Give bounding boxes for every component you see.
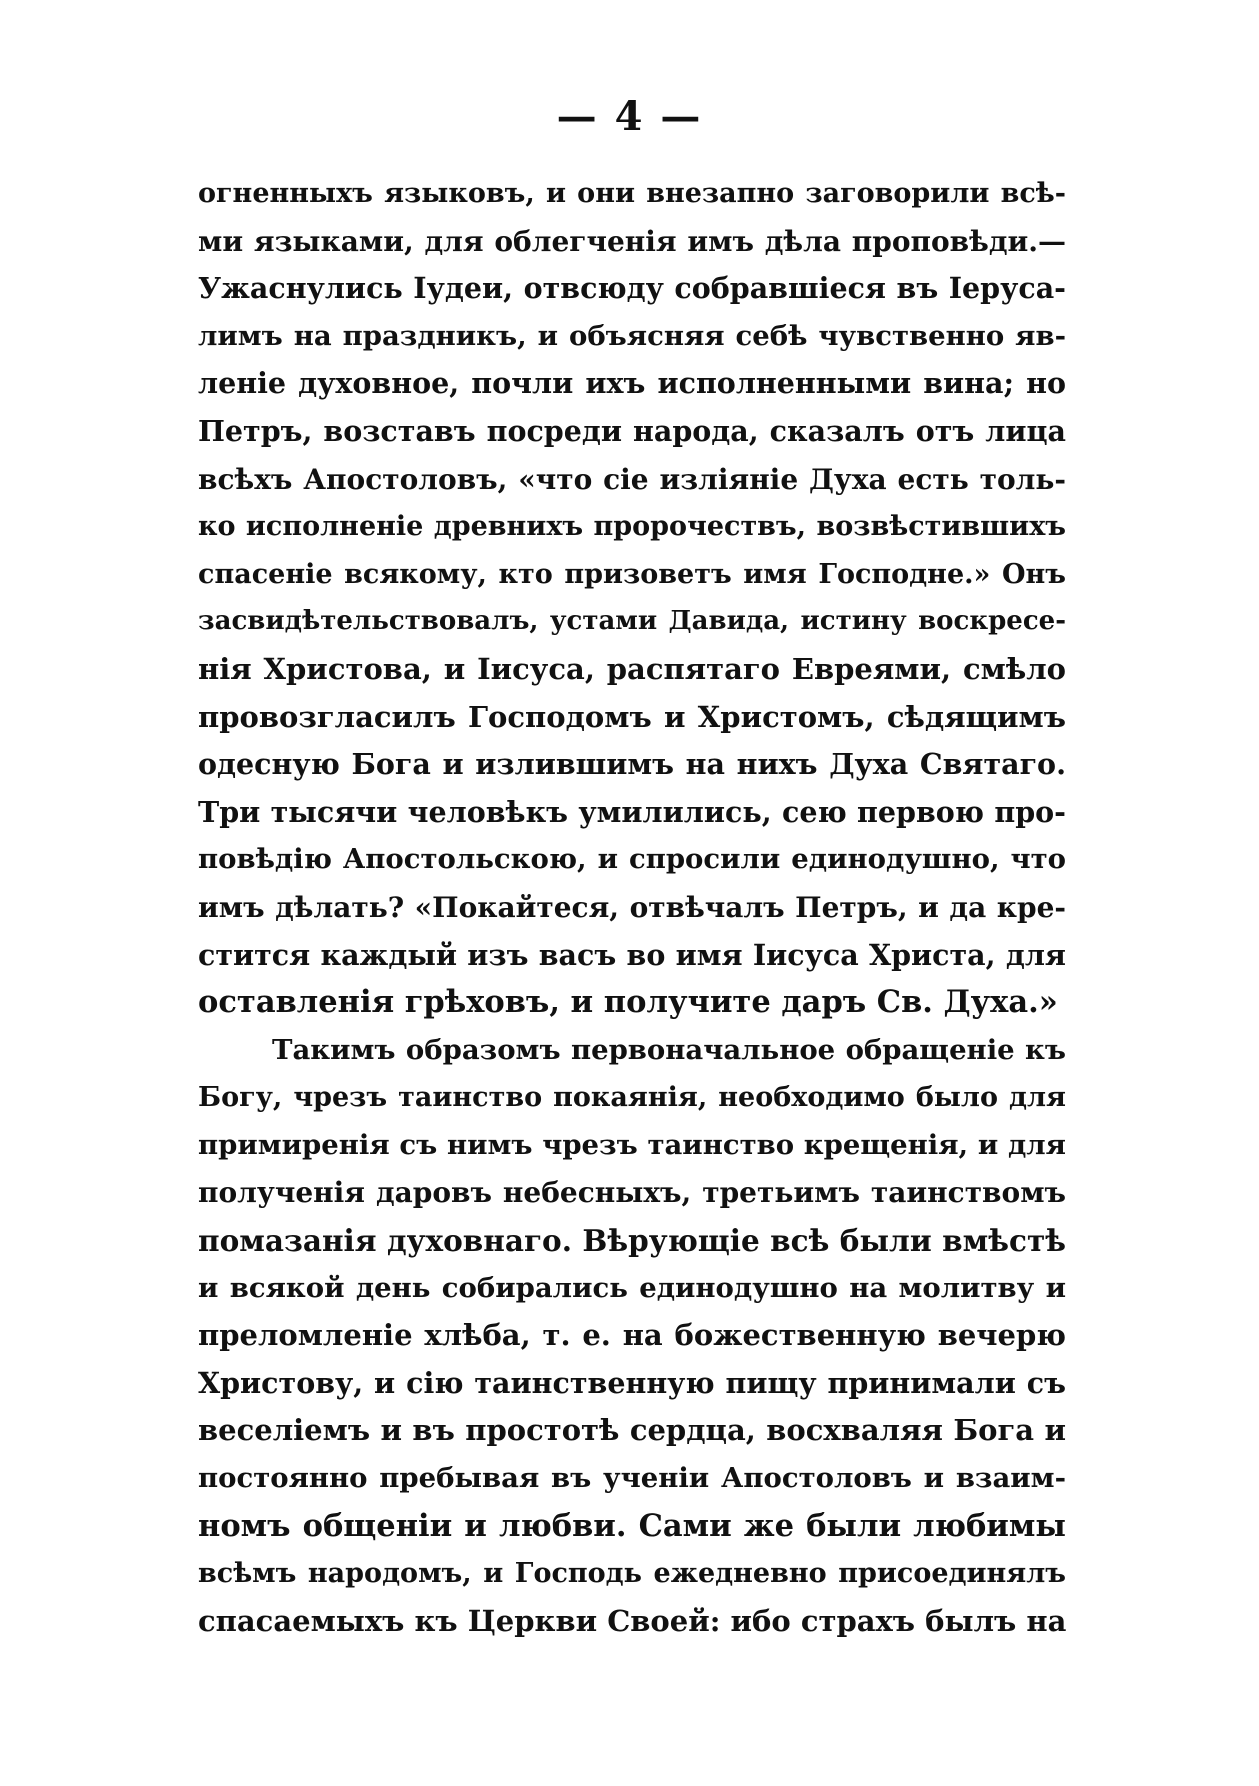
text-line: всѣмъ народомъ, и Господь ежедневно присоединялъ — [198, 1558, 1066, 1590]
text-line: помазанія духовнаго. Вѣрующіе всѣ были вмѣстѣ — [198, 1223, 1066, 1259]
page-number: — 4 — — [556, 93, 703, 140]
text-line: Петръ, возставъ посреди народа, сказалъ отъ лица — [198, 413, 1066, 448]
text-line: ко исполненіе древнихъ пророчествъ, возвѣстившихъ — [198, 511, 1066, 543]
text-line: веселіемъ и въ простотѣ сердца, восхваляя Бога и — [198, 1413, 1066, 1448]
paragraph-end-line: оставленія грѣховъ, и получите даръ Св. Духа.» — [198, 984, 1058, 1021]
text-line: стится каждый изъ васъ во имя Іисуса Христа, для — [198, 937, 1066, 972]
paragraph-first-line: Такимъ образомъ первоначальное обращеніе къ — [272, 1033, 1066, 1066]
text-line: засвидѣтельствовалъ, устами Давида, истину воскресе- — [198, 606, 1066, 637]
text-line: постоянно пребывая въ ученіи Апостоловъ и взаим- — [198, 1462, 1066, 1495]
text-line: номъ общеніи и любви. Сами же были любимы — [198, 1507, 1066, 1544]
text-line: провозгласилъ Господомъ и Христомъ, сѣдящимъ — [198, 699, 1066, 734]
text-line: лимъ на праздникъ, и объясняя себѣ чувственно яв- — [198, 319, 1066, 352]
text-line: примиренія съ нимъ чрезъ таинство крещенія, и для — [198, 1128, 1066, 1161]
text-line: имъ дѣлать? «Покайтеся, отвѣчалъ Петръ, и да кре- — [198, 890, 1066, 924]
text-line: полученія даровъ небесныхъ, третьимъ таинствомъ — [198, 1176, 1066, 1210]
text-line: одесную Бога и излившимъ на нихъ Духа Святаго. — [198, 747, 1066, 782]
text-line: преломленіе хлѣба, т. е. на божественную вечерю — [198, 1318, 1066, 1353]
text-line: и всякой день собирались единодушно на молитву и — [198, 1271, 1066, 1304]
text-line: Ужаснулись Іудеи, отвсюду собравшіеся въ Іеруса- — [198, 271, 1066, 306]
text-line: леніе духовное, почли ихъ исполненными вина; но — [198, 366, 1066, 401]
text-line: огненныхъ языковъ, и они внезапно заговорили всѣ- — [198, 178, 1066, 209]
text-line: Богу, чрезъ таинство покаянія, необходимо было для — [198, 1082, 1066, 1114]
text-line: всѣхъ Апостоловъ, «что сіе изліяніе Духа есть толь- — [198, 462, 1066, 496]
text-line: нія Христова, и Іисуса, распятаго Евреями, смѣло — [198, 651, 1066, 686]
text-line: спасаемыхъ къ Церкви Своей: ибо страхъ былъ на — [198, 1603, 1066, 1638]
body-text — [198, 170, 1066, 1645]
text-line: Христову, и сію таинственную пищу принимали съ — [198, 1365, 1066, 1400]
text-line: Три тысячи человѣкъ умилились, сею первою про- — [198, 794, 1066, 829]
text-line: повѣдію Апостольскою, и спросили единодушно, что — [198, 843, 1066, 876]
text-line: ми языками, для облегченія имъ дѣла проповѣди.— — [198, 224, 1066, 258]
text-line: спасеніе всякому, кто призоветъ имя Господне.» Онъ — [198, 558, 1066, 590]
